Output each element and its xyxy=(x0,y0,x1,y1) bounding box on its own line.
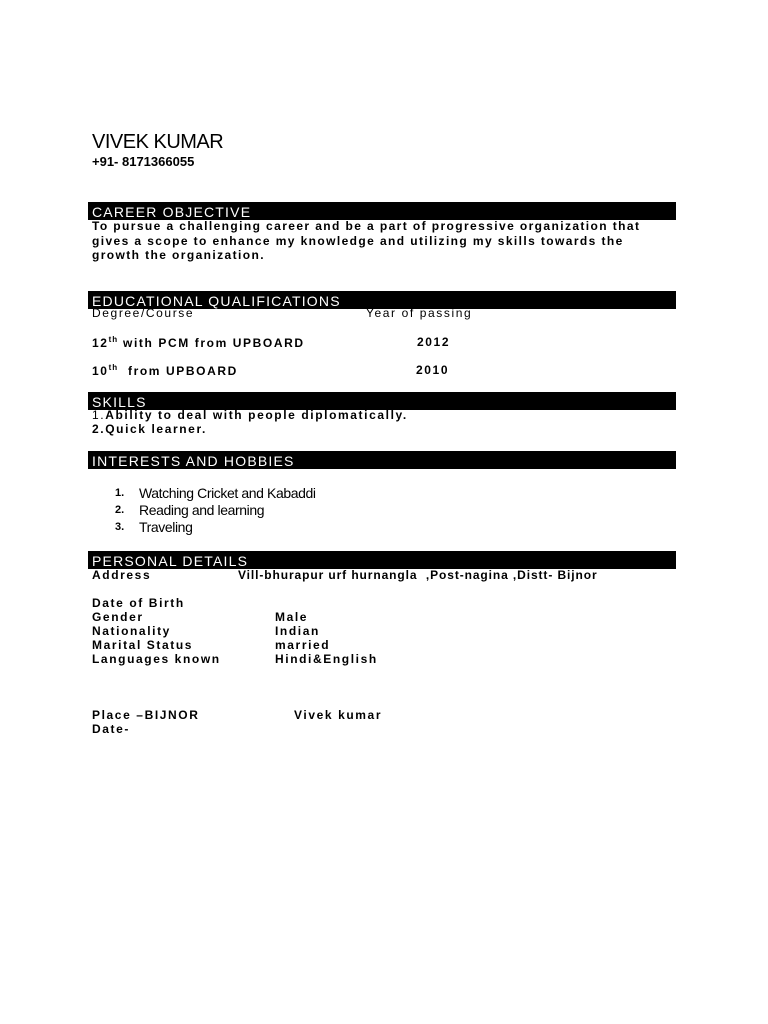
education-row-degree: 12th with PCM from UPBOARD xyxy=(92,335,305,350)
skill-item: 2.Quick learner. xyxy=(92,422,207,436)
address-label: Address xyxy=(92,568,152,582)
section-header-personal: PERSONAL DETAILS xyxy=(88,551,676,569)
objective-line: growth the organization. xyxy=(92,248,265,262)
list-item: 2. Reading and learning xyxy=(115,501,265,518)
education-row-year: 2012 xyxy=(417,335,451,349)
objective-line: gives a scope to enhance my knowledge and utilizing my skills towards the xyxy=(92,233,624,248)
nationality-label: Nationality xyxy=(92,624,171,638)
skill-item: 1.Ability to deal with people diplomatically. xyxy=(92,408,408,422)
date-line: Date- xyxy=(92,722,131,736)
signature-name: Vivek kumar xyxy=(294,708,383,722)
dob-label: Date of Birth xyxy=(92,596,185,610)
gender-value: Male xyxy=(275,610,309,624)
marital-status-label: Marital Status xyxy=(92,638,194,652)
marital-status-value: married xyxy=(275,638,331,652)
candidate-name: VIVEK KUMAR xyxy=(92,131,224,153)
education-row-degree: 10th from UPBOARD xyxy=(92,363,238,378)
objective-line: To pursue a challenging career and be a part of progressive organization that xyxy=(92,219,641,233)
column-header-degree: Degree/Course xyxy=(92,306,195,320)
phone-number: +91- 8171366055 xyxy=(92,154,195,169)
hobbies-list xyxy=(115,485,316,535)
gender-label: Gender xyxy=(92,610,144,624)
education-row-year: 2010 xyxy=(416,363,450,377)
address-value: Vill-bhurapur urf hurnangla ,Post-nagina ,Distt- Bijnor xyxy=(238,568,598,582)
section-header-hobbies: INTERESTS AND HOBBIES xyxy=(88,451,676,469)
languages-label: Languages known xyxy=(92,652,221,666)
languages-value: Hindi&English xyxy=(275,652,378,666)
section-header-career-objective: CAREER OBJECTIVE xyxy=(88,202,676,220)
nationality-value: Indian xyxy=(275,624,320,638)
career-objective-text xyxy=(92,219,678,263)
column-header-year: Year of passing xyxy=(366,306,473,320)
list-item: 3. Traveling xyxy=(115,518,193,535)
place-line: Place –BIJNOR xyxy=(92,708,200,722)
list-item: 1. Watching Cricket and Kabaddi xyxy=(115,485,316,501)
section-header-skills: SKILLS xyxy=(88,392,676,410)
section-header-education: EDUCATIONAL QUALIFICATIONS xyxy=(88,291,676,309)
